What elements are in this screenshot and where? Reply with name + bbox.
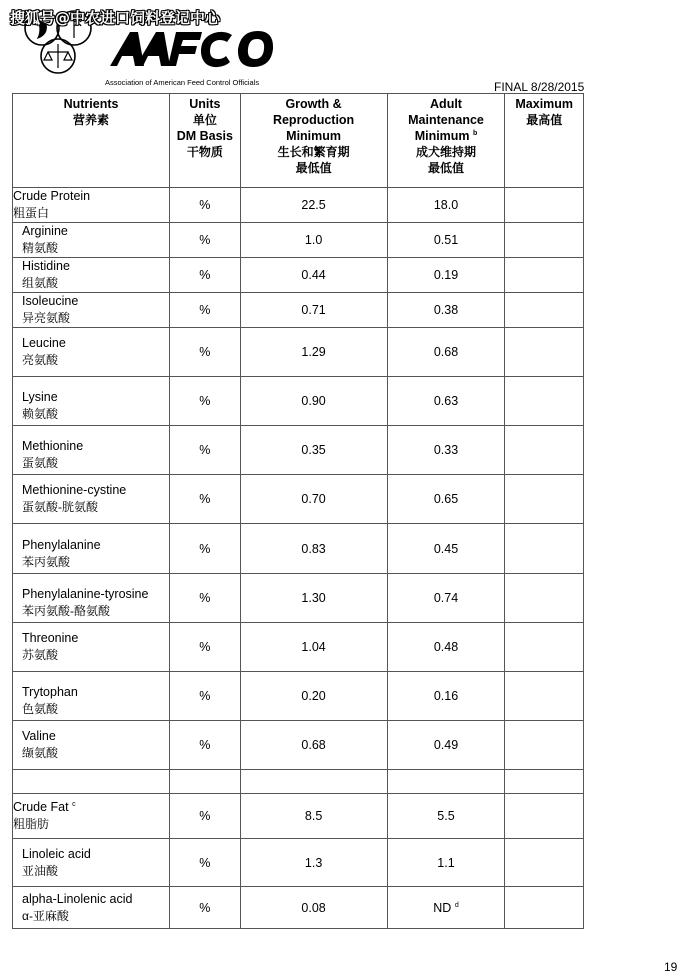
table-row bbox=[13, 794, 584, 839]
unit-cell: % bbox=[170, 188, 240, 223]
adult-value: 0.49 bbox=[387, 721, 505, 770]
header-nutrients bbox=[13, 94, 170, 188]
max-value bbox=[505, 377, 584, 426]
unit-cell: % bbox=[170, 672, 240, 721]
final-date: FINAL 8/28/2015 bbox=[494, 80, 585, 94]
max-value bbox=[505, 223, 584, 258]
nutrient-name bbox=[13, 377, 170, 426]
adult-value: 0.63 bbox=[387, 377, 505, 426]
header-units-basis-zh: 干物质 bbox=[186, 145, 223, 159]
adult-value: 0.33 bbox=[387, 426, 505, 475]
table-row bbox=[13, 524, 584, 574]
nutrient-name-en: Methionine-cystine bbox=[22, 483, 127, 497]
growth-value: 0.44 bbox=[240, 258, 387, 293]
header-units-en: Units bbox=[189, 97, 221, 111]
unit-cell: % bbox=[170, 293, 240, 328]
nutrient-name bbox=[13, 258, 170, 293]
header-adult-line1: Adult bbox=[430, 97, 462, 111]
nutrient-name-zh: 异亮氨酸 bbox=[22, 311, 71, 325]
header-growth bbox=[240, 94, 387, 188]
nutrient-name-en: Leucine bbox=[22, 336, 66, 350]
growth-value: 0.70 bbox=[240, 475, 387, 524]
page-number: 19 bbox=[664, 960, 678, 974]
adult-value: 0.68 bbox=[387, 328, 505, 377]
table-row bbox=[13, 721, 584, 770]
unit-cell: % bbox=[170, 721, 240, 770]
adult-value: 5.5 bbox=[387, 794, 505, 839]
table-row bbox=[13, 328, 584, 377]
nutrient-name-zh: 蛋氨酸 bbox=[22, 456, 59, 470]
nutrient-name-en: Isoleucine bbox=[22, 294, 79, 308]
adult-value: 0.16 bbox=[387, 672, 505, 721]
nutrient-name bbox=[13, 475, 170, 524]
max-value bbox=[505, 839, 584, 887]
adult-value: 0.74 bbox=[387, 574, 505, 623]
adult-value: 0.45 bbox=[387, 524, 505, 574]
table-row bbox=[13, 188, 584, 223]
table-row bbox=[13, 623, 584, 672]
max-value bbox=[505, 188, 584, 223]
growth-value: 1.29 bbox=[240, 328, 387, 377]
max-value bbox=[505, 524, 584, 574]
nutrient-name-zh: 色氨酸 bbox=[22, 702, 59, 716]
nutrient-name bbox=[13, 524, 170, 574]
table-row bbox=[13, 223, 584, 258]
nutrient-name-zh: 缬氨酸 bbox=[22, 746, 59, 760]
unit-cell: % bbox=[170, 223, 240, 258]
max-value bbox=[505, 328, 584, 377]
nutrient-name-zh: α-亚麻酸 bbox=[22, 908, 69, 923]
nutrient-name-zh: 苯丙氨酸 bbox=[22, 555, 71, 569]
watermark-text: 搜狐号@中农进口饲料登记中心 bbox=[10, 9, 221, 27]
header-growth-line1: Growth & bbox=[285, 97, 342, 111]
adult-value: 0.19 bbox=[387, 258, 505, 293]
table-row bbox=[13, 426, 584, 475]
max-value bbox=[505, 770, 584, 794]
unit-cell: % bbox=[170, 794, 240, 839]
nutrient-name bbox=[13, 672, 170, 721]
nutrient-name-en: alpha-Linolenic acid bbox=[22, 891, 133, 906]
table-row bbox=[13, 293, 584, 328]
growth-value: 1.0 bbox=[240, 223, 387, 258]
header-growth-line3: Minimum bbox=[286, 129, 342, 143]
max-value bbox=[505, 426, 584, 475]
logo-subtitle: Association of American Feed Control Officials bbox=[105, 78, 260, 87]
nutrient-name-zh: 赖氨酸 bbox=[22, 407, 59, 421]
header-maximum bbox=[505, 94, 584, 188]
growth-value: 0.08 bbox=[240, 887, 387, 929]
table-row bbox=[13, 839, 584, 887]
table-row bbox=[13, 475, 584, 524]
header-adult-zh1: 成犬维持期 bbox=[415, 145, 476, 159]
nutrient-name bbox=[13, 328, 170, 377]
header-units-basis: DM Basis bbox=[176, 129, 233, 143]
unit-cell: % bbox=[170, 328, 240, 377]
nutrient-table bbox=[12, 93, 584, 929]
nutrient-name-en: Lysine bbox=[22, 390, 58, 404]
growth-value: 0.20 bbox=[240, 672, 387, 721]
max-value bbox=[505, 623, 584, 672]
unit-cell: % bbox=[170, 524, 240, 574]
nutrient-name bbox=[13, 223, 170, 258]
growth-value: 0.71 bbox=[240, 293, 387, 328]
nutrient-name-zh: 蛋氨酸-胱氨酸 bbox=[22, 500, 98, 514]
nutrient-name bbox=[13, 770, 170, 794]
table-row bbox=[13, 574, 584, 623]
nutrient-name-en: Valine bbox=[22, 729, 56, 743]
header-units-zh: 单位 bbox=[192, 113, 217, 127]
max-value bbox=[505, 475, 584, 524]
header-adult-footnote: b bbox=[473, 129, 478, 137]
adult-value: 0.38 bbox=[387, 293, 505, 328]
growth-value bbox=[240, 770, 387, 794]
nutrient-name-zh: 粗蛋白 bbox=[13, 206, 50, 220]
unit-cell: % bbox=[170, 574, 240, 623]
table-row-blank bbox=[13, 770, 584, 794]
nutrient-name-en-wrap bbox=[13, 799, 169, 816]
unit-cell: % bbox=[170, 887, 240, 929]
adult-value-text: ND bbox=[433, 900, 452, 915]
adult-value: 0.51 bbox=[387, 223, 505, 258]
growth-value: 0.90 bbox=[240, 377, 387, 426]
unit-cell: % bbox=[170, 426, 240, 475]
header-growth-line2: Reproduction bbox=[272, 113, 355, 127]
nutrient-name-en: Threonine bbox=[22, 631, 79, 645]
max-value bbox=[505, 887, 584, 929]
growth-value: 0.35 bbox=[240, 426, 387, 475]
nutrient-name bbox=[13, 623, 170, 672]
header-maximum-zh: 最高值 bbox=[526, 113, 563, 127]
max-value bbox=[505, 672, 584, 721]
adult-value bbox=[387, 887, 505, 929]
nutrient-name-zh: 苏氨酸 bbox=[22, 648, 59, 662]
growth-value: 1.04 bbox=[240, 623, 387, 672]
header-nutrients-zh: 营养素 bbox=[73, 113, 110, 127]
max-value bbox=[505, 258, 584, 293]
nutrient-name-zh: 亚油酸 bbox=[22, 863, 59, 878]
nutrient-name bbox=[13, 839, 170, 887]
max-value bbox=[505, 721, 584, 770]
header-nutrients-en: Nutrients bbox=[63, 97, 119, 111]
max-value bbox=[505, 293, 584, 328]
table-row bbox=[13, 672, 584, 721]
header-maximum-en: Maximum bbox=[515, 97, 574, 111]
unit-cell: % bbox=[170, 839, 240, 887]
header-adult-zh2: 最低值 bbox=[427, 161, 464, 175]
nutrient-name bbox=[13, 887, 170, 929]
nutrient-name-zh: 苯丙氨酸-酪氨酸 bbox=[22, 604, 110, 618]
nutrient-name-en: Crude Fat bbox=[13, 800, 69, 814]
header-units bbox=[170, 94, 240, 188]
growth-value: 0.83 bbox=[240, 524, 387, 574]
table-header-row bbox=[13, 94, 584, 188]
header-adult-line3-text: Minimum bbox=[414, 129, 470, 143]
table-row bbox=[13, 887, 584, 929]
nutrient-name-zh: 精氨酸 bbox=[22, 241, 59, 255]
nutrient-name bbox=[13, 794, 170, 839]
nutrient-name-en: Phenylalanine bbox=[22, 538, 101, 552]
nutrient-name-en: Trytophan bbox=[22, 685, 78, 699]
nutrient-name bbox=[13, 293, 170, 328]
adult-value: 1.1 bbox=[387, 839, 505, 887]
growth-value: 1.3 bbox=[240, 839, 387, 887]
header-adult-line3 bbox=[388, 128, 505, 144]
growth-value: 0.68 bbox=[240, 721, 387, 770]
max-value bbox=[505, 574, 584, 623]
unit-cell: % bbox=[170, 377, 240, 426]
nutrient-name-en: Phenylalanine-tyrosine bbox=[22, 587, 149, 601]
adult-value bbox=[387, 770, 505, 794]
nutrient-name bbox=[13, 188, 170, 223]
adult-value: 0.65 bbox=[387, 475, 505, 524]
adult-value: 18.0 bbox=[387, 188, 505, 223]
nutrient-name bbox=[13, 426, 170, 475]
nutrient-footnote: c bbox=[72, 800, 76, 808]
unit-cell bbox=[170, 770, 240, 794]
nutrient-name bbox=[13, 574, 170, 623]
max-value bbox=[505, 794, 584, 839]
nutrient-name-zh: 粗脂肪 bbox=[13, 817, 50, 831]
table-row bbox=[13, 377, 584, 426]
nutrient-name-en: Methionine bbox=[22, 439, 84, 453]
adult-value: 0.48 bbox=[387, 623, 505, 672]
header-growth-zh1: 生长和繁育期 bbox=[277, 145, 350, 159]
nutrient-name-zh: 亮氨酸 bbox=[22, 353, 59, 367]
nutrient-name-en: Linoleic acid bbox=[22, 846, 91, 861]
unit-cell: % bbox=[170, 475, 240, 524]
nutrient-name bbox=[13, 721, 170, 770]
growth-value: 8.5 bbox=[240, 794, 387, 839]
growth-value: 1.30 bbox=[240, 574, 387, 623]
unit-cell: % bbox=[170, 258, 240, 293]
header-adult-line2: Maintenance bbox=[408, 113, 484, 127]
header-adult bbox=[387, 94, 505, 188]
header-growth-zh2: 最低值 bbox=[295, 161, 332, 175]
nutrient-name-zh: 组氨酸 bbox=[22, 276, 59, 290]
growth-value: 22.5 bbox=[240, 188, 387, 223]
nutrient-name-en: Crude Protein bbox=[13, 189, 91, 203]
nutrient-name-en: Histidine bbox=[22, 259, 70, 273]
nutrient-name-en: Arginine bbox=[22, 224, 68, 238]
table-row bbox=[13, 258, 584, 293]
adult-value-footnote: d bbox=[454, 901, 459, 909]
unit-cell: % bbox=[170, 623, 240, 672]
